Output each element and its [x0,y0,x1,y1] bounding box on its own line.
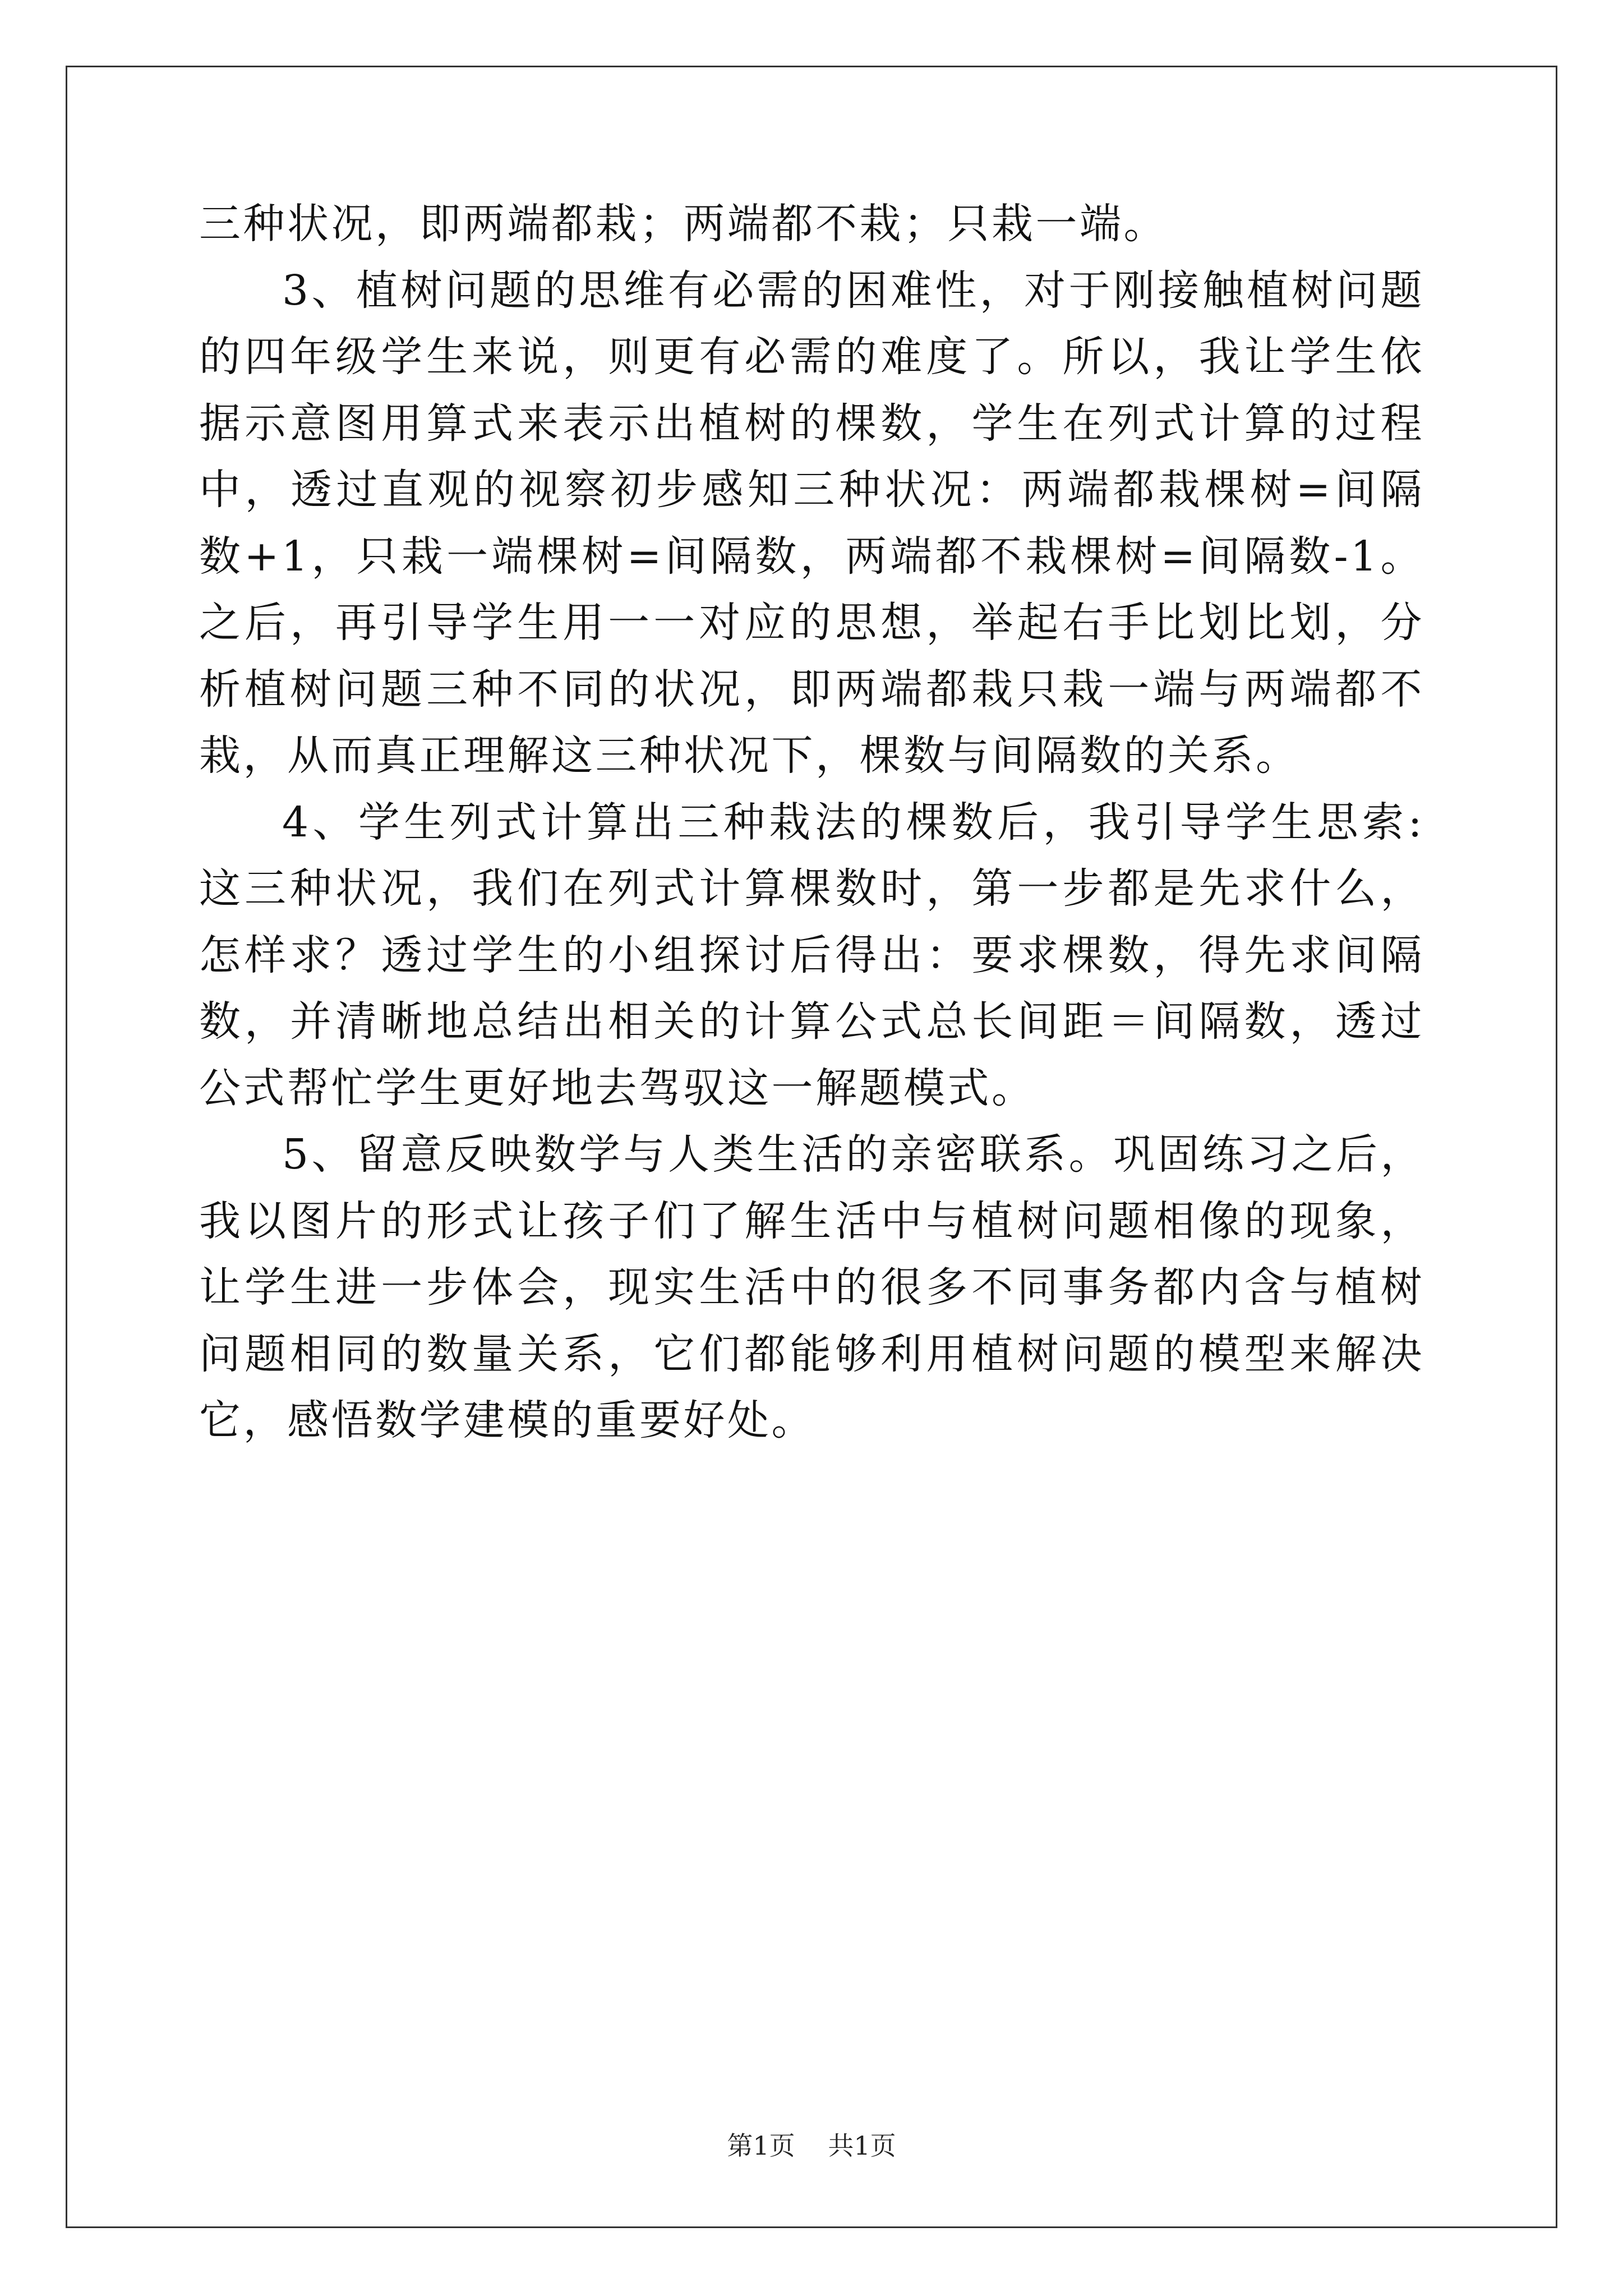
page-footer [0,2129,1623,2162]
page-number: 第1页 [727,2131,795,2161]
paragraph-point-4: 4、学生列式计算出三种栽法的棵数后，我引导学生思索:这三种状况，我们在列式计算棵数时，第一步都是先求什么，怎样求？透过学生的小组探讨后得出：要求棵数，得先求间隔数，并清晰地总结出相关的计算公式总长间距＝间隔数，透过公式帮忙学生更好地去驾驭这一解题模式。 [199,798,1424,1112]
paragraph-point-3: 3、植树问题的思维有必需的困难性，对于刚接触植树问题的四年级学生来说，则更有必需的难度了。所以，我让学生依据示意图用算式来表示出植树的棵数，学生在列式计算的过程中，透过直观的视察初步感知三种状况：两端都栽棵树=间隔数+1，只栽一端棵树=间隔数，两端都不栽棵树=间隔数-1。之后，再引导学生用一一对应的思想，举起右手比划比划，分析植树问题三种不同的状况，即两端都栽只栽一端与两端都不栽，从而真正理解这三种状况下，棵数与间隔数的关系。 [199,266,1424,780]
paragraph-continuation: 三种状况，即两端都栽；两端都不栽；只栽一端。 [199,200,1168,248]
page-total: 共1页 [828,2131,896,2161]
paragraph-point-5: 5、留意反映数学与人类生活的亲密联系。巩固练习之后，我以图片的形式让孩子们了解生活中与植树问题相像的现象，让学生进一步体会，现实生活中的很多不同事务都内含与植树问题相同的数量关系，它们都能够利用植树问题的模型来解决它，感悟数学建模的重要好处。 [199,1130,1424,1444]
document-body [199,191,1424,1454]
